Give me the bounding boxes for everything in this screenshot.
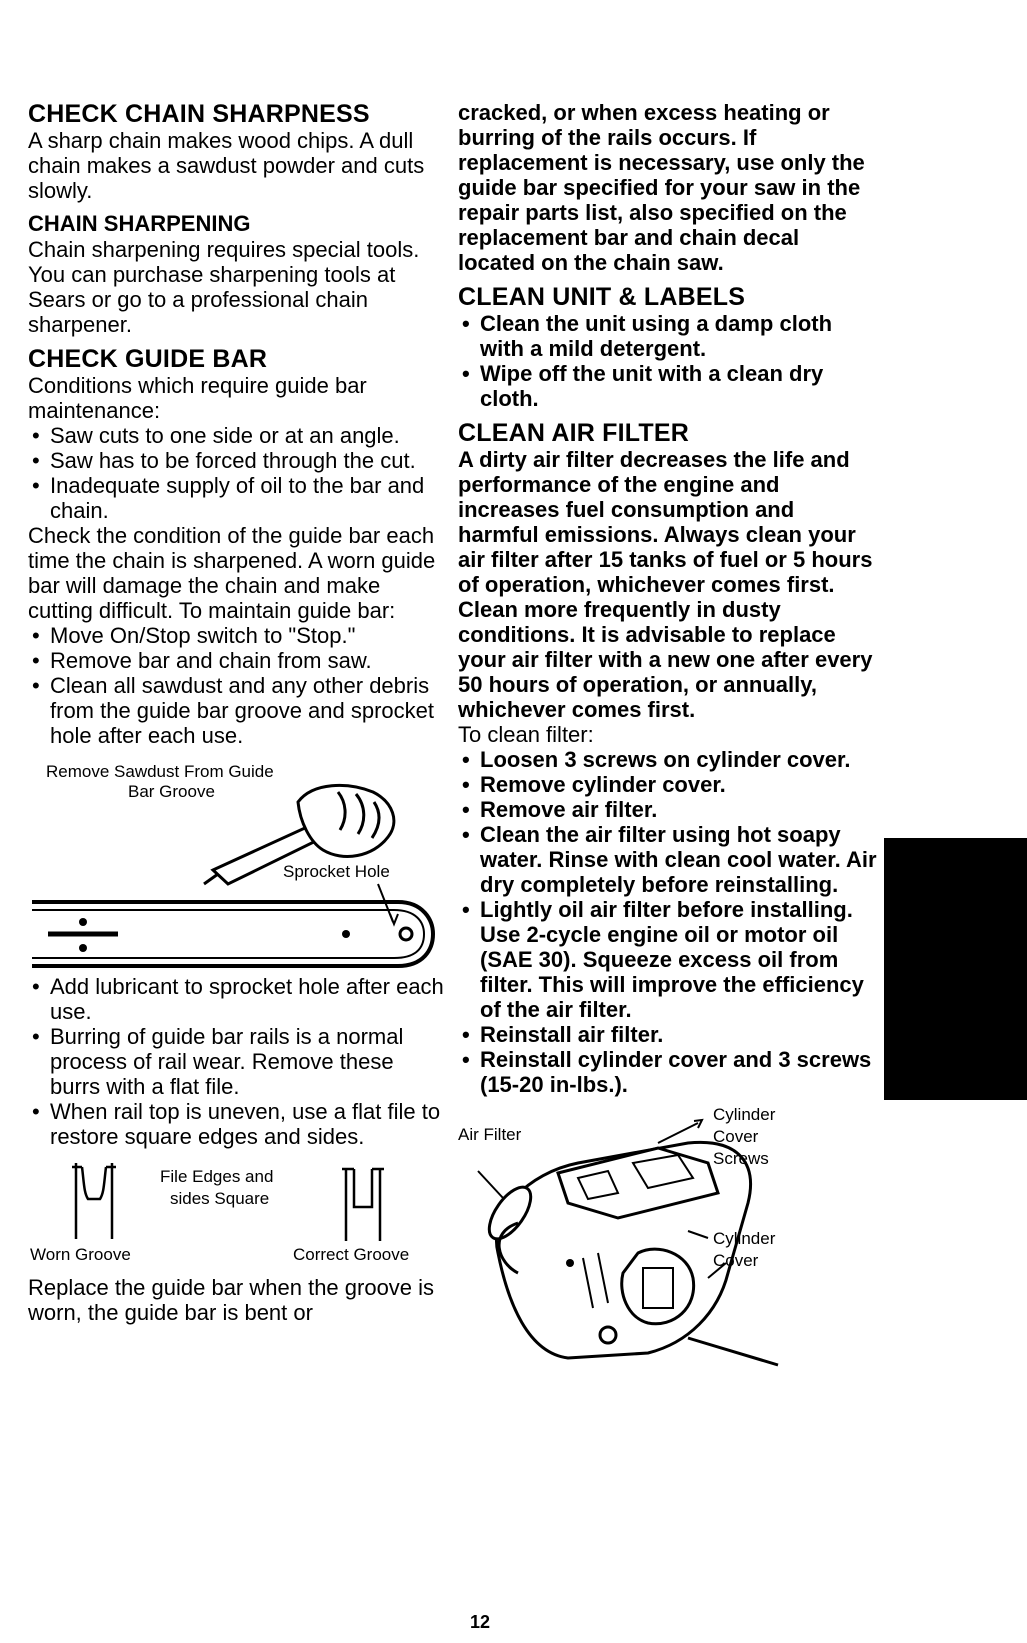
air-filter-figure	[458, 1103, 878, 1373]
list-item: • Saw cuts to one side or at an angle.	[28, 423, 448, 448]
clean-unit-list	[458, 311, 878, 411]
list-item: • Wipe off the unit with a clean dry cloth.	[458, 361, 878, 411]
list-item: • Loosen 3 screws on cylinder cover.	[458, 747, 878, 772]
list-item: • Reinstall cylinder cover and 3 screws (15-20 in-lbs.).	[458, 1047, 878, 1097]
figure-label-cylinder-cover-2: Cover	[713, 1251, 759, 1270]
figure-label-cylinder-screws-2: Cover	[713, 1127, 759, 1146]
list-item: • Move On/Stop switch to "Stop."	[28, 623, 448, 648]
figure-label-groove: Remove Sawdust From Guide	[46, 762, 274, 781]
list-item: • Saw has to be forced through the cut.	[28, 448, 448, 473]
sharpening-heading: CHAIN SHARPENING	[28, 211, 251, 236]
list-item: • When rail top is uneven, use a flat file to restore square edges and sides.	[28, 1099, 448, 1149]
groove-figure	[28, 1159, 448, 1269]
figure-label-cylinder-cover: Cylinder	[713, 1229, 776, 1248]
list-item: • Remove bar and chain from saw.	[28, 648, 448, 673]
replace-text: Replace the guide bar when the groove is worn, the guide bar is bent or	[28, 1275, 435, 1325]
list-item: • Reinstall air filter.	[458, 1022, 878, 1047]
figure-label-groove-2: Bar Groove	[128, 782, 215, 801]
section-tab	[884, 838, 1027, 1100]
list-item: • Lightly oil air filter before installing. Use 2-cycle engine oil or motor oil (SAE 30). Squeeze excess oil from filter. This will improve the efficiency of the air filter.	[458, 897, 878, 1022]
figure-label-file: File Edges and	[160, 1167, 274, 1186]
list-item: • Clean the unit using a damp cloth with a mild detergent.	[458, 311, 878, 361]
list-item: • Remove air filter.	[458, 797, 878, 822]
guide-bar-figure	[28, 762, 448, 974]
sharpening-text: Chain sharpening requires special tools. You can purchase sharpening tools at Sears or go to a professional chain sharpener.	[28, 237, 420, 337]
clean-unit-heading: CLEAN UNIT & LABELS	[458, 283, 746, 311]
guide-bar-check: Check the condition of the guide bar each time the chain is sharpened. A worn guide bar will damage the chain and make cutting difficult. To maintain guide bar:	[28, 523, 436, 623]
figure-label-cylinder-screws-3: Screws	[713, 1149, 769, 1168]
figure-label-worn: Worn Groove	[30, 1245, 131, 1264]
figure-label-correct: Correct Groove	[293, 1245, 410, 1264]
maintain-steps-list	[28, 623, 448, 748]
filter-steps-list	[458, 747, 878, 1097]
figure-label-file-2: sides Square	[170, 1189, 270, 1208]
figure-label-cylinder-screws: Cylinder	[713, 1105, 776, 1124]
list-item: • Burring of guide bar rails is a normal process of rail wear. Remove these burrs with a flat file.	[28, 1024, 448, 1099]
page-number: 12	[470, 1612, 491, 1632]
figure-label-air-filter: Air Filter	[458, 1125, 522, 1144]
list-item: • Inadequate supply of oil to the bar and chain.	[28, 473, 448, 523]
sharpness-heading: CHECK CHAIN SHARPNESS	[28, 100, 370, 128]
right-column	[458, 100, 878, 1373]
guide-bar-illustration	[28, 762, 448, 974]
guide-bar-heading: CHECK GUIDE BAR	[28, 345, 268, 373]
guide-bar-intro: Conditions which require guide bar maintenance:	[28, 373, 367, 423]
continued-text: cracked, or when excess heating or burring of the rails occurs. If replacement is necessary, use only the guide bar specified for your saw in the repair parts list, also specified on the replacement bar and chain decal located on the chain saw.	[458, 100, 865, 275]
conditions-list	[28, 423, 448, 523]
after-steps-list	[28, 974, 448, 1149]
left-column	[28, 100, 448, 1325]
air-filter-heading: CLEAN AIR FILTER	[458, 419, 689, 447]
list-item: • Clean the air filter using hot soapy water. Rinse with clean cool water. Air dry completely before reinstalling.	[458, 822, 878, 897]
sharpness-text: A sharp chain makes wood chips. A dull chain makes a sawdust powder and cuts slowly.	[28, 128, 425, 203]
list-item: • Add lubricant to sprocket hole after each use.	[28, 974, 448, 1024]
air-filter-text: A dirty air filter decreases the life and performance of the engine and increases fuel consumption and harmful emissions. Always clean your air filter after 15 tanks of fuel or 5 hours of operation, whichever comes first. Clean more frequently in dusty conditions. It is advisable to replace your air filter with a new one after every 50 hours of operation, or annually, whichever comes first.	[458, 447, 873, 722]
to-clean-text: To clean filter:	[458, 722, 594, 747]
list-item: • Remove cylinder cover.	[458, 772, 878, 797]
figure-label-sprocket: Sprocket Hole	[283, 862, 390, 881]
list-item: • Clean all sawdust and any other debris from the guide bar groove and sprocket hole after each use.	[28, 673, 448, 748]
